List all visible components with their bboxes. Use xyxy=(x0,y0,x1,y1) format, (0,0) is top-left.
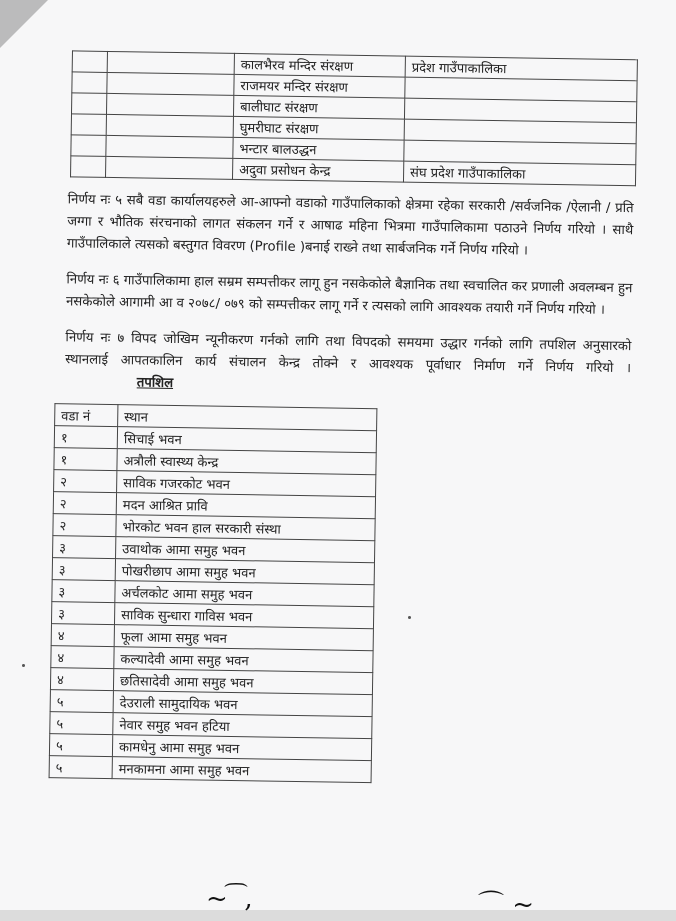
projects-cell-empty xyxy=(71,93,106,115)
ward-number: ५ xyxy=(49,756,112,779)
projects-cell-empty xyxy=(71,135,106,157)
ward-place: साविक सुन्धारा गाविस भवन xyxy=(114,603,373,629)
ward-place: मदन आश्रित प्रावि xyxy=(116,493,375,519)
projects-cell-empty xyxy=(71,114,106,136)
ward-place: कामधेनु आमा समुह भवन xyxy=(112,735,371,761)
ward-number: ३ xyxy=(52,580,115,603)
ward-number: ५ xyxy=(50,690,113,713)
projects-cell-empty xyxy=(106,93,233,116)
ward-table xyxy=(49,403,378,783)
ward-number: ३ xyxy=(53,536,116,559)
project-name: बालीघाट संरक्षण xyxy=(233,95,404,119)
ward-place: अर्चलकोट आमा समुह भवन xyxy=(115,581,374,607)
project-level: प्रदेश गाउँपाकालिका xyxy=(405,56,637,81)
ward-place: भोरकोट भवन हाल सरकारी संस्था xyxy=(116,515,375,541)
project-name: भन्टार बालउद्धन xyxy=(233,137,404,161)
ward-number: २ xyxy=(54,470,117,493)
scan-speck xyxy=(408,616,411,619)
ward-number: ४ xyxy=(50,668,113,691)
project-name: घुमरीघाट संरक्षण xyxy=(233,116,404,140)
projects-cell-empty xyxy=(107,72,234,95)
ward-place: उवाथोक आमा समुह भवन xyxy=(116,537,375,563)
project-name: कालभैरव मन्दिर संरक्षण xyxy=(234,53,405,77)
signature-right: ⌒ ~ xyxy=(478,890,535,920)
tapashil-heading: तपशिल xyxy=(136,375,174,392)
projects-table xyxy=(70,50,638,186)
document-body xyxy=(37,50,640,787)
scan-speck xyxy=(22,664,25,667)
ward-number: ५ xyxy=(49,734,112,757)
project-level: संघ प्रदेश गाउँपाकालिका xyxy=(403,161,635,186)
ward-table-row xyxy=(49,756,371,783)
ward-place: छतिसादेवी आमा समुह भवन xyxy=(113,669,372,695)
projects-cell-empty xyxy=(106,114,233,137)
ward-number: २ xyxy=(53,514,116,537)
ward-number: १ xyxy=(54,426,117,449)
projects-cell-empty xyxy=(107,51,234,74)
decision-5: निर्णय नः ५ सबै वडा कार्यालयहरुले आ-आफ्नो वडाको गाउँपालिकाको क्षेत्रमा रहेका सरकारी /सर्वजनिक /ऐलानी / प्रति जग्गा र भौतिक संरचनाको लागत संकलन गर्ने र आषाढ महिना भित्रमा गाउँपालिकामा पठाउने निर्णय गरियो । साथै गाउँपालिकाले त्यसको बस्तुगत विवरण (Profile )बनाई राख्ने तथा सार्बजनिक गर्ने निर्णय गरियो । xyxy=(66,192,634,259)
project-name: अदुवा प्रसोधन केन्द्र xyxy=(232,158,403,182)
header-place: स्थान xyxy=(118,405,377,431)
projects-cell-empty xyxy=(72,72,107,94)
decision-7-text: निर्णय नः ७ विपद जोखिम न्यूनीकरण गर्नको लागि तथा विपदको समयमा उद्धार गर्नको लागि तपशिल अनुसारको स्थानलाई आपतकालिन कार्य संचालन केन्द्र तोक्ने र आवश्यक पूर्वाधार निर्माण गर्ने निर्णय गरियो । xyxy=(65,330,632,377)
ward-number: ४ xyxy=(51,646,114,669)
ward-place: कल्यादेवी आमा समुह भवन xyxy=(114,647,373,673)
projects-cell-empty xyxy=(106,135,233,158)
ward-number: ५ xyxy=(50,712,113,735)
ward-number: १ xyxy=(54,448,117,471)
ward-number: ३ xyxy=(52,558,115,581)
project-name: राजमयर मन्दिर संरक्षण xyxy=(234,74,405,98)
header-ward-no: वडा नं xyxy=(55,404,118,427)
decision-7 xyxy=(65,327,632,402)
signature-left: ~ ͡ , xyxy=(206,884,253,914)
ward-place: साविक गजरकोट भवन xyxy=(117,471,376,497)
ward-place: नेवार समुह भवन हटिया xyxy=(113,713,372,739)
ward-number: ३ xyxy=(51,602,114,625)
ward-number: २ xyxy=(53,492,116,515)
ward-place: देउराली सामुदायिक भवन xyxy=(113,691,372,717)
projects-cell-empty xyxy=(106,156,233,179)
ward-place: सिचाई भवन xyxy=(117,427,376,453)
decision-6: निर्णय नः ६ गाउँपालिकामा हाल सम्रम सम्पत्तीकर लागू हुन नसकेकोले बैज्ञानिक तथा स्वचालित कर प्रणाली अवलम्बन हुन नसकेकोले आगामी आ व २०७८/ ०७९ को सम्पत्तीकर लागू गर्ने र त्यसको लागि आवश्यक तयारी गर्ने निर्णय गरियो । xyxy=(65,272,633,318)
ward-number: ४ xyxy=(51,624,114,647)
projects-cell-empty xyxy=(71,156,106,178)
ward-place: फूला आमा समुह भवन xyxy=(114,625,373,651)
ward-place: पोखरीछाप आमा समुह भवन xyxy=(115,559,374,585)
ward-place: अत्रौली स्वास्थ्य केन्द्र xyxy=(117,449,376,475)
projects-cell-empty xyxy=(72,51,107,73)
ward-place: मनकामना आमा समुह भवन xyxy=(112,757,371,783)
folded-corner xyxy=(0,0,48,48)
